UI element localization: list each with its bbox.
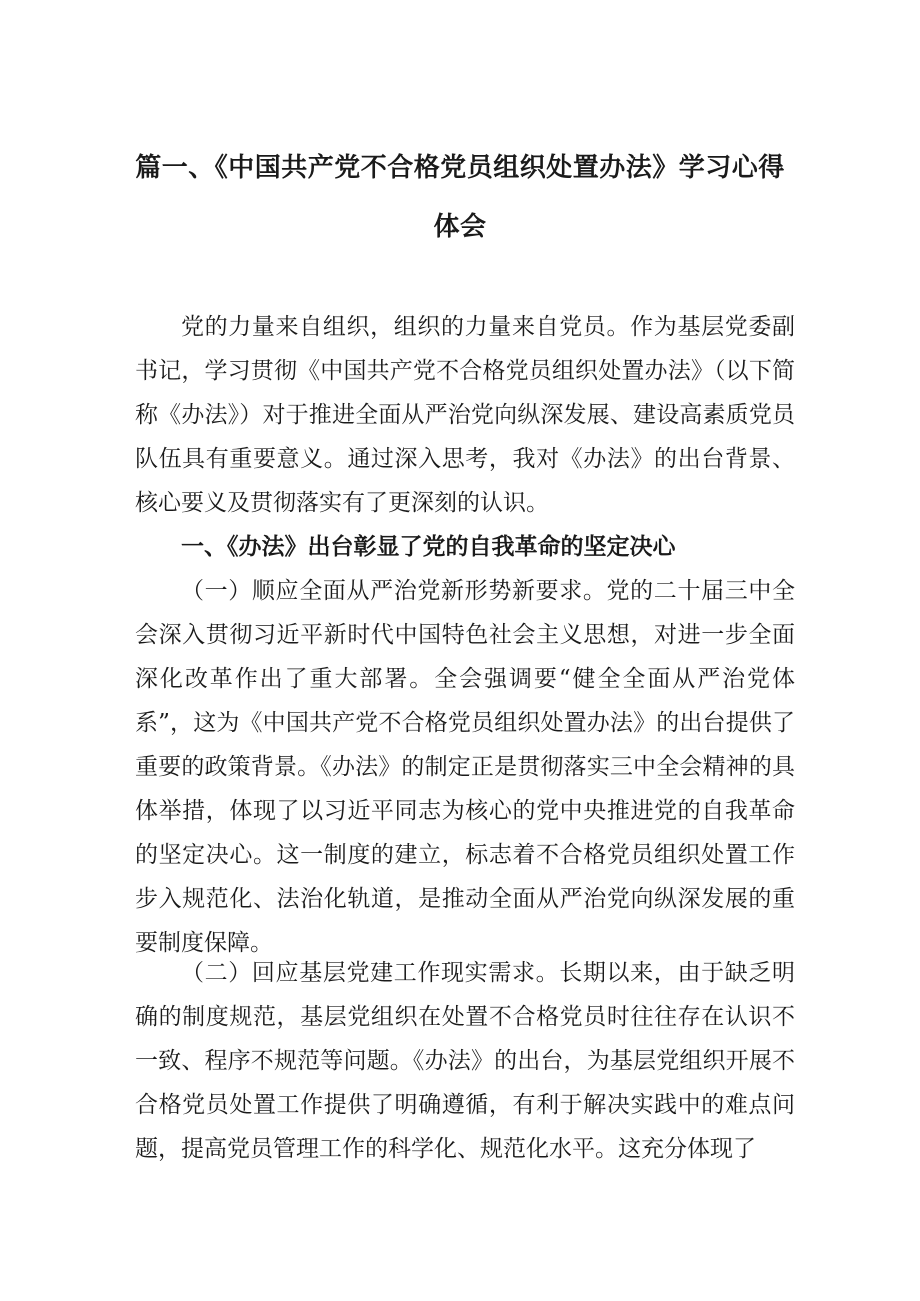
document-title-line-1: 篇一、《中国共产党不合格党员组织处置办法》学习心得 xyxy=(135,153,785,183)
paragraph-subsection-2: （二）回应基层党建工作现实需求。长期以来，由于缺乏明确的制度规范，基层党组织在处置不合格党员时往往存在认识不一致、程序不规范等问题。《办法》的出台，为基层党组织开展不合格党员处置工作提供了明确遵循，有利于解决实践中的难点问题，提高党员管理工作的科学化、规范化水平。这充分体现了 xyxy=(135,960,795,1162)
paragraph-subsection-1: （一）顺应全面从严治党新形势新要求。党的二十届三中全会深入贯彻习近平新时代中国特色社会主义思想，对进一步全面深化改革作出了重大部署。全会强调要“健全全面从严治党体系”，这为《中国共产党不合格党员组织处置办法》的出台提供了重要的政策背景。《办法》的制定正是贯彻落实三中全会精神的具体举措，体现了以习近平同志为核心的党中央推进党的自我革命的坚定决心。这一制度的建立，标志着不合格党员组织处置工作步入规范化、法治化轨道，是推动全面从严治党向纵深发展的重要制度保障。 xyxy=(135,578,795,956)
section-heading-1: 一、《办法》出台彰显了党的自我革命的坚定决心 xyxy=(181,534,676,560)
document-title-line-2: 体会 xyxy=(433,212,487,242)
paragraph-intro: 党的力量来自组织，组织的力量来自党员。作为基层党委副书记，学习贯彻《中国共产党不合格党员组织处置办法》（以下简称《办法》）对于推进全面从严治党向纵深发展、建设高素质党员队伍具有重要意义。通过深入思考，我对《办法》的出台背景、核心要义及贯彻落实有了更深刻的认识。 xyxy=(135,314,795,516)
